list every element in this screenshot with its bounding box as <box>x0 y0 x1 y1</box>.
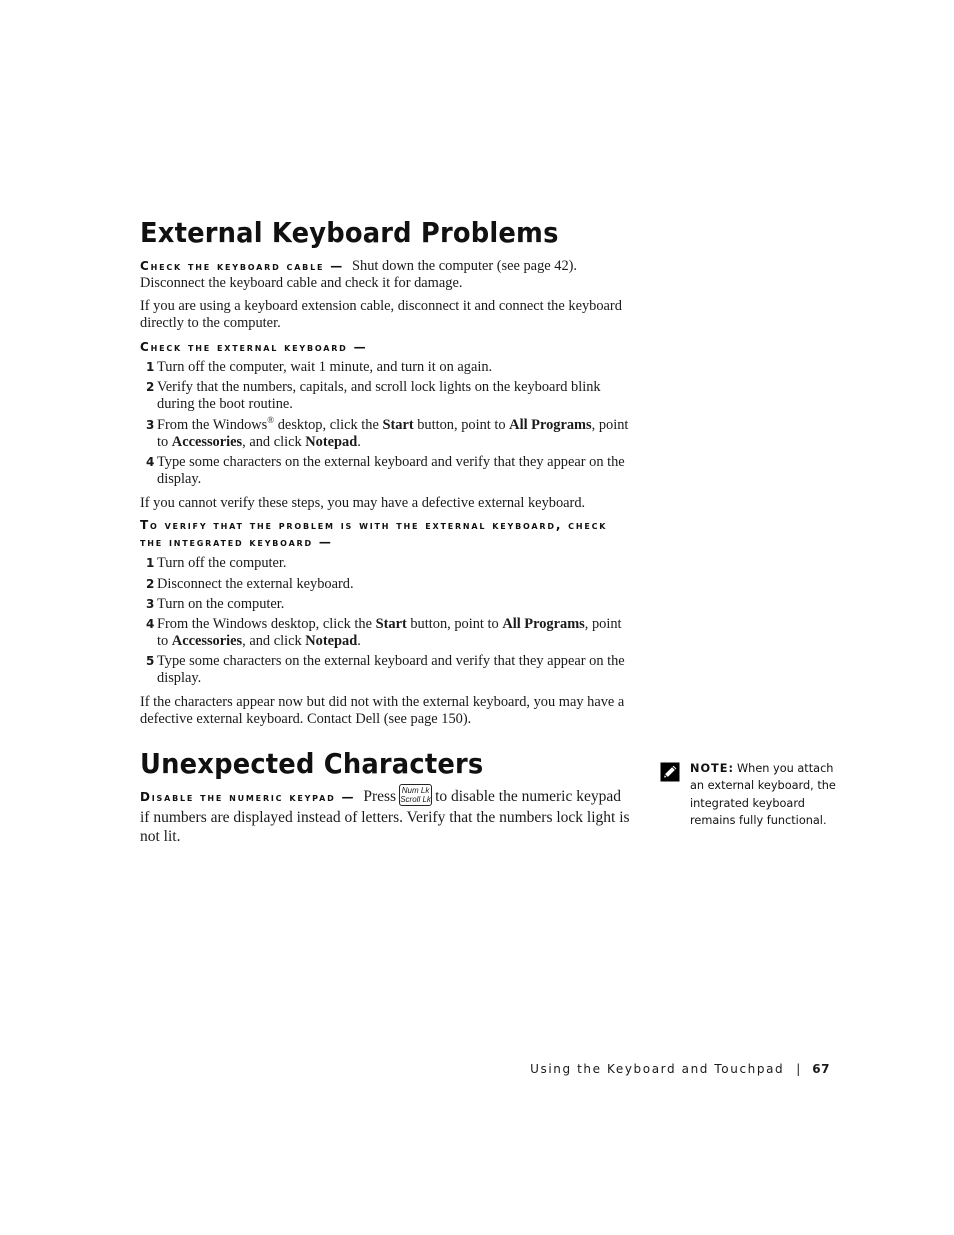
num-lock-key-icon <box>399 784 432 806</box>
step-item <box>140 596 630 613</box>
verify-lead-line <box>140 517 630 551</box>
check-cable-text: Shut down the computer (see page 42). Disconnect the keyboard cable and check it for damage. <box>140 258 578 291</box>
note-pencil-icon <box>660 762 680 782</box>
step-item <box>140 379 630 413</box>
check-external-steps <box>140 359 630 488</box>
step-item <box>140 653 630 687</box>
footer-separator: | <box>796 1062 801 1076</box>
section-external-keyboard <box>140 216 630 249</box>
step-text: Disconnect the external keyboard. <box>157 576 354 592</box>
step-item <box>140 454 630 488</box>
step-item <box>140 417 630 451</box>
step-number: 4 <box>146 455 155 469</box>
numeric-keypad-text: to disable the numeric keypad if numbers are displayed instead of letters. Verify that the numbers lock light is not lit. <box>140 788 630 845</box>
extension-paragraph: If you are using a keyboard extension cable, disconnect it and connect the keyboard directly to the computer. <box>140 298 622 331</box>
step-text: From the Windows desktop, click the Start button, point to All Programs, point to Accessories, and click Notepad. <box>157 616 622 649</box>
step-item <box>140 359 630 376</box>
check-external-lead: Check the external keyboard — <box>140 340 368 354</box>
page-number: 67 <box>812 1062 830 1076</box>
numeric-keypad-block <box>140 787 630 847</box>
key-line-2: Scroll Lk <box>400 795 431 805</box>
defective-paragraph: If you cannot verify these steps, you may have a defective external keyboard. <box>140 495 586 511</box>
check-external-lead-line <box>140 339 630 356</box>
step-text: Turn off the computer, wait 1 minute, and turn it on again. <box>157 359 493 375</box>
defective-block <box>140 495 630 512</box>
step-item <box>140 576 630 593</box>
numeric-keypad-paragraph <box>140 787 630 847</box>
footer-title: Using the Keyboard and Touchpad <box>530 1062 785 1076</box>
note-body: When you attach an external keyboard, the integrated keyboard remains fully functional. <box>690 762 836 828</box>
heading-unexpected-characters: Unexpected Characters <box>140 747 484 780</box>
numeric-keypad-lead: Disable the numeric keypad — <box>140 790 356 804</box>
verify-step-list <box>140 555 630 687</box>
check-cable-block <box>140 258 630 292</box>
step-item <box>140 616 630 650</box>
section-unexpected-characters <box>140 747 630 780</box>
extension-block <box>140 298 630 332</box>
step-text: Type some characters on the external keyboard and verify that they appear on the display. <box>157 454 625 487</box>
step-number: 2 <box>146 380 155 394</box>
step-number: 5 <box>146 654 155 668</box>
step-number: 1 <box>146 556 155 570</box>
step-number: 2 <box>146 577 155 591</box>
step-item <box>140 555 630 572</box>
check-external-step-list <box>140 359 630 488</box>
page-footer <box>530 1062 830 1076</box>
step-number: 3 <box>146 597 155 611</box>
verify-lead: To verify that the problem is with the external keyboard, check the integrated keyboard — <box>140 518 608 549</box>
step-number: 1 <box>146 360 155 374</box>
check-external-lead-block <box>140 339 630 356</box>
step-text: Turn off the computer. <box>157 555 287 571</box>
check-cable-paragraph <box>140 258 630 292</box>
closing-paragraph: If the characters appear now but did not with the external keyboard, you may have a defective external keyboard. Contact Dell (see page 150). <box>140 694 625 727</box>
step-text: Type some characters on the external keyboard and verify that they appear on the display. <box>157 653 625 686</box>
verify-lead-block <box>140 517 630 551</box>
step-number: 3 <box>146 418 155 432</box>
step-text: Turn on the computer. <box>157 596 285 612</box>
heading-external-keyboard-problems: External Keyboard Problems <box>140 216 559 249</box>
key-line-1: Num Lk <box>401 786 430 796</box>
check-cable-lead: Check the keyboard cable — <box>140 259 345 273</box>
note-label: NOTE: <box>690 762 734 775</box>
press-text: Press <box>363 788 397 805</box>
step-text: From the Windows® desktop, click the Start button, point to All Programs, point to Accessories, and click Notepad. <box>157 415 629 450</box>
closing-block <box>140 694 630 728</box>
verify-steps <box>140 555 630 687</box>
step-number: 4 <box>146 617 155 631</box>
note-text-block <box>690 760 850 830</box>
step-text: Verify that the numbers, capitals, and scroll lock lights on the keyboard blink during the boot routine. <box>157 379 601 412</box>
